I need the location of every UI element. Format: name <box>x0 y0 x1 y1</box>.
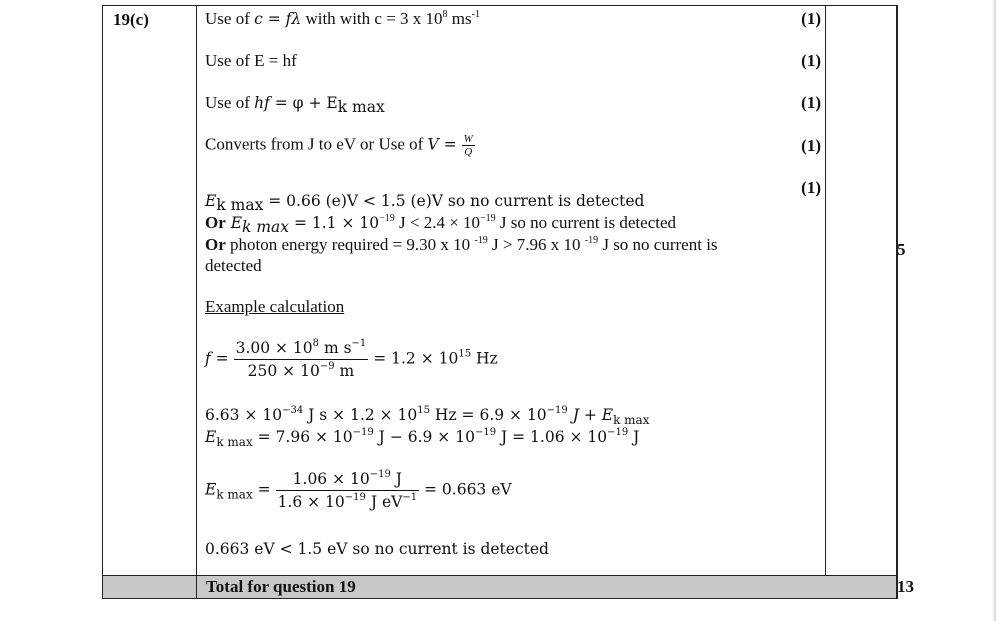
total-marks: 13 <box>897 576 898 599</box>
frequency-fraction: $\frac{3.00 \times 10^8 m s^{-1}}{250 \times 10^{-9} m}$ <box>235 338 367 380</box>
answer-point-3: Use of hf = $\varphi + E_{k max}$ <box>205 93 385 116</box>
ekmax-line-3: Or photon energy required = 9.30 x 10 $^{-19}$ J > 7.96 x 10 $^{-19}$ J so no current is <box>205 235 718 254</box>
w-over-q-fraction: $\frac{W}{Q}$ <box>463 133 473 158</box>
question-row <box>103 6 898 576</box>
answer-point-5 <box>205 190 718 276</box>
marks-column-empty <box>826 6 897 576</box>
part-total-marks: 5 <box>897 6 898 576</box>
ekmax-line-1: $E_{k max} = 0.66$ (e)V < 1.5 (e)V so no current is detected <box>205 192 645 214</box>
energy-equation-1: $6.63 \times 10^{-34}$ J $s \times 1.2 \times 10^{15}$ $Hz = 6.9 \times 10^{-19}$ $J + E_{k max}$ <box>205 405 650 427</box>
total-label: Total for question 19 <box>197 576 897 599</box>
ekmax-line-4: detected <box>205 256 262 275</box>
frequency-equation: f = $\frac{3.00 \times 10^8 m s^{-1}}{250 \times 10^{-9} m}$ = $1.2 \times 10^{15}$ Hz <box>205 338 498 380</box>
mark-point-2: (1) <box>801 51 821 70</box>
page-edge <box>992 0 996 621</box>
conclusion-line: 0.663 eV < 1.5 eV so no current is detected <box>205 540 549 558</box>
ev-conversion-equation: $E_{k max}$ = $\frac{1.06 \times 10^{-19} J}{1.6 \times 10^{-19} J eV^{-1}}$ = 0.663 eV <box>205 469 512 511</box>
mark-point-1: (1) <box>801 9 821 28</box>
answer-point-1: Use of c = fλ with with c = 3 x $10^8$ $ms^{-1}$ <box>205 9 480 28</box>
answer-point-2: Use of E = hf <box>205 51 297 70</box>
mark-scheme-table <box>102 5 914 599</box>
mark-point-3: (1) <box>801 93 821 112</box>
total-row-empty <box>103 576 197 599</box>
total-row <box>103 576 898 599</box>
ev-fraction: $\frac{1.06 \times 10^{-19} J}{1.6 \times 10^{-19} J eV^{-1}}$ <box>277 469 418 511</box>
ekmax-line-2: Or $E_{k max} = 1.1 \times 10^{-19}$ $J < 2.4 \times 10^{-19}$ J so no current is detected <box>205 213 677 236</box>
energy-equation-2: $E_{k max} = 7.96 \times 10^{-19}$ $J - 6.9 \times 10^{-19}$ $J = 1.06 \times 10^{-19}$ J <box>205 427 640 449</box>
mark-point-4: (1) <box>801 136 821 155</box>
mark-point-5: (1) <box>801 178 821 197</box>
example-heading: Example calculation <box>205 297 345 316</box>
answer-point-4: Converts from J to eV or Use of V = $\frac{W}{Q}$ <box>205 133 473 158</box>
question-number: 19(c) <box>103 6 197 576</box>
answer-cell <box>197 6 826 576</box>
